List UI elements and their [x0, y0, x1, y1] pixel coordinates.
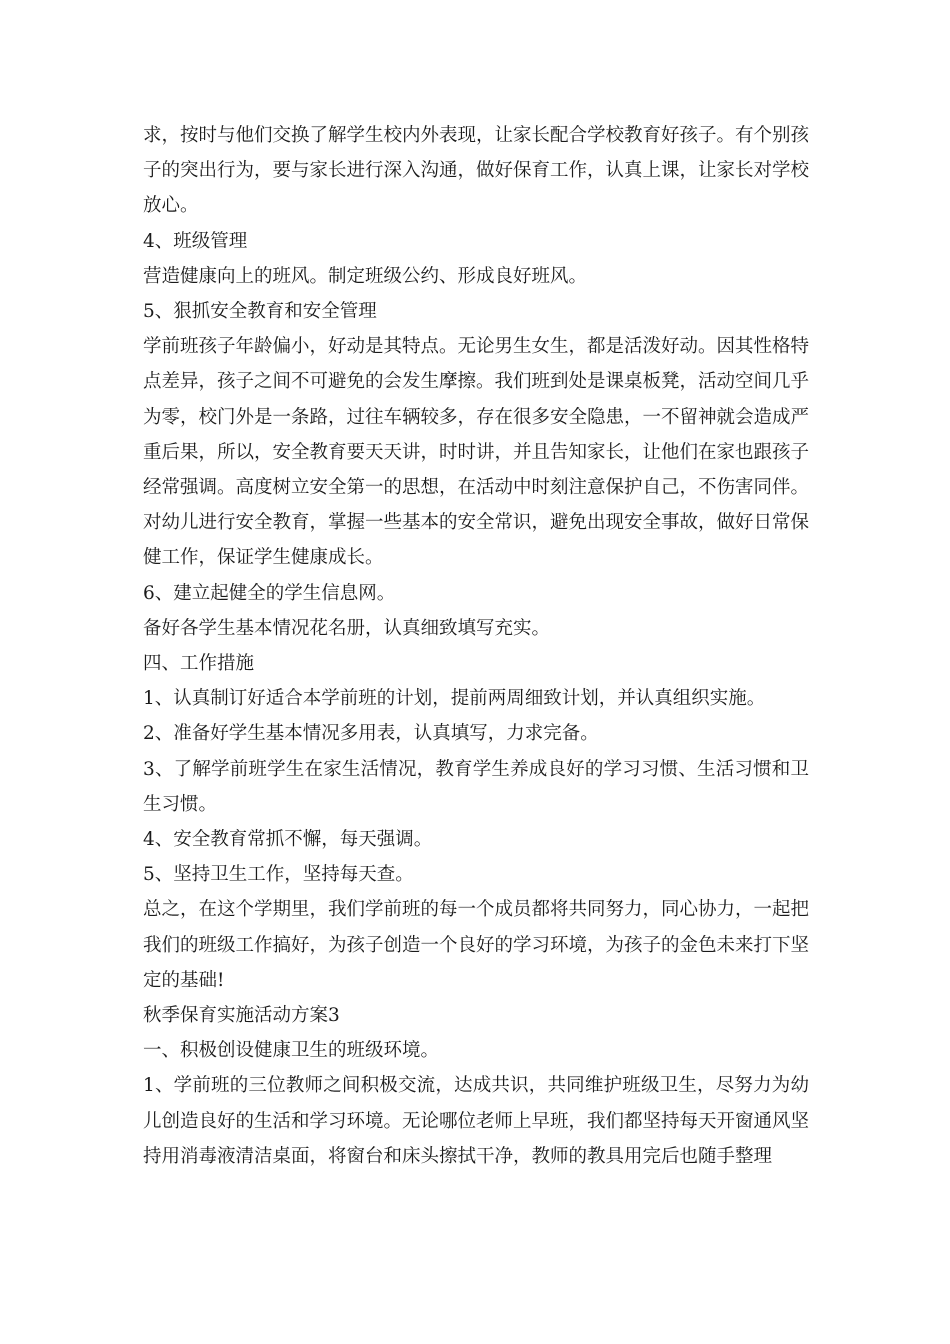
document-body — [143, 118, 809, 1174]
section-heading: 一、积极创设健康卫生的班级环境。 — [143, 1040, 440, 1062]
section-heading: 四、工作措施 — [143, 653, 255, 675]
section-heading: 4、班级管理 — [143, 230, 248, 252]
list-item: 1、认真制订好适合本学前班的计划，提前两周细致计划，并认真组织实施。 — [143, 688, 766, 710]
list-item: 5、坚持卫生工作，坚持每天查。 — [143, 864, 414, 886]
list-item: 4、安全教育常抓不懈，每天强调。 — [143, 829, 433, 851]
paragraph: 求，按时与他们交换了解学生校内外表现，让家长配合学校教育好孩子。有个别孩子的突出行为，要与家长进行深入沟通，做好保育工作，认真上课，让家长对学校放心。 — [143, 125, 810, 217]
list-item: 2、准备好学生基本情况多用表，认真填写，力求完备。 — [143, 723, 599, 745]
paragraph: 1、学前班的三位教师之间积极交流，达成共识，共同维护班级卫生，尽努力为幼儿创造良好的生活和学习环境。无论哪位老师上早班，我们都坚持每天开窗通风坚持用消毒液清洁桌面，将窗台和床头擦拭干净，教师的教具用完后也随手整理 — [143, 1075, 810, 1167]
paragraph: 学前班孩子年龄偏小，好动是其特点。无论男生女生，都是活泼好动。因其性格特点差异，孩子之间不可避免的会发生摩擦。我们班到处是课桌板凳，活动空间几乎为零，校门外是一条路，过往车辆较多，存在很多安全隐患，一不留神就会造成严重后果，所以，安全教育要天天讲，时时讲，并且告知家长，让他们在家也跟孩子经常强调。高度树立安全第一的思想，在活动中时刻注意保护自己，不伤害同伴。对幼儿进行安全教育，掌握一些基本的安全常识，避免出现安全事故，做好日常保健工作，保证学生健康成长。 — [143, 336, 810, 569]
paragraph: 营造健康向上的班风。制定班级公约、形成良好班风。 — [143, 265, 588, 287]
list-item: 3、了解学前班学生在家生活情况，教育学生养成良好的学习习惯、生活习惯和卫生习惯。 — [143, 758, 809, 815]
section-heading: 5、狠抓安全教育和安全管理 — [143, 301, 377, 323]
paragraph: 备好各学生基本情况花名册，认真细致填写充实。 — [143, 617, 551, 639]
document-title: 秋季保育实施活动方案3 — [143, 1005, 340, 1027]
paragraph: 总之，在这个学期里，我们学前班的每一个成员都将共同努力，同心协力，一起把我们的班级工作搞好，为孩子创造一个良好的学习环境，为孩子的金色未来打下坚定的基础! — [143, 899, 810, 991]
section-heading: 6、建立起健全的学生信息网。 — [143, 582, 396, 604]
